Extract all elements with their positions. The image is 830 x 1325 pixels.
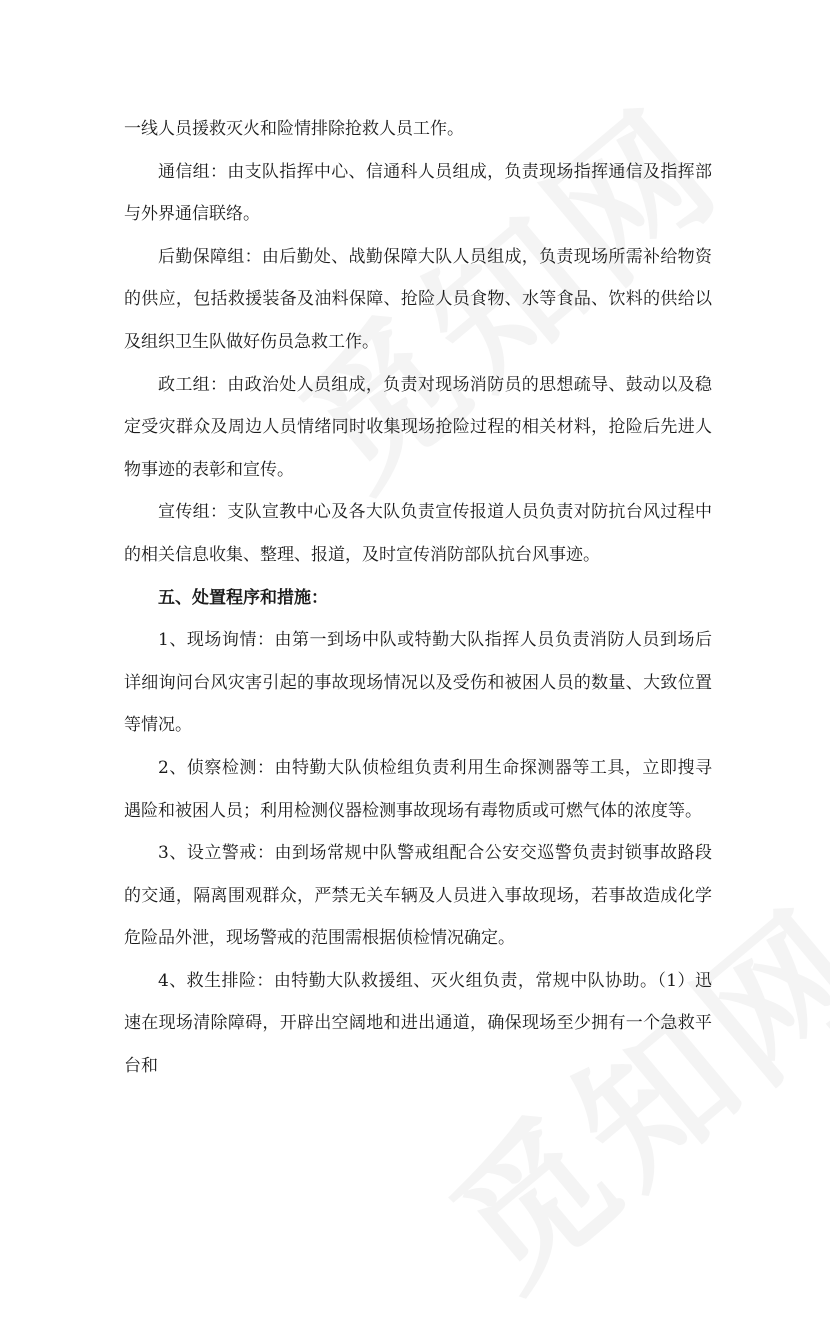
paragraph: 后勤保障组：由后勤处、战勤保障大队人员组成，负责现场所需补给物资的供应，包括救援装备及油料保障、抢险人员食物、水等食品、饮料的供给以及组织卫生队做好伤员急救工作。 <box>124 246 712 352</box>
measure-item: 2、侦察检测：由特勤大队侦检组负责利用生命探测器等工具，立即搜寻遇险和被困人员；利用检测仪器检测事故现场有毒物质或可燃气体的浓度等。 <box>124 757 712 821</box>
paragraph: 通信组：由支队指挥中心、信通科人员组成，负责现场指挥通信及指挥部与外界通信联络。 <box>124 161 712 225</box>
paragraph: 宣传组：支队宣教中心及各大队负责宣传报道人员负责对防抗台风过程中的相关信息收集、整理、报道，及时宣传消防部队抗台风事迹。 <box>124 502 712 565</box>
section-heading: 五、处置程序和措施： <box>158 587 328 608</box>
measure-item: 4、救生排险：由特勤大队救援组、灭火组负责，常规中队协助。（1）迅速在现场清除障碍，开辟出空阔地和进出通道，确保现场至少拥有一个急救平台和 <box>124 970 712 1077</box>
paragraph: 一线人员援救灭火和险情排除抢救人员工作。 <box>124 119 464 139</box>
document-body <box>124 108 712 1088</box>
measure-item: 1、现场询情：由第一到场中队或特勤大队指挥人员负责消防人员到场后详细询问台风灾害引起的事故现场情况以及受伤和被困人员的数量、大致位置等情况。 <box>124 630 712 736</box>
measure-item: 3、设立警戒：由到场常规中队警戒组配合公安交巡警负责封锁事故路段的交通，隔离围观群众，严禁无关车辆及人员进入事故现场，若事故造成化学危险品外泄，现场警戒的范围需根据侦检情况确定。 <box>124 843 712 949</box>
paragraph: 政工组：由政治处人员组成，负责对现场消防员的思想疏导、鼓动以及稳定受灾群众及周边人员情绪同时收集现场抢险过程的相关材料，抢险后先进人物事迹的表彰和宣传。 <box>124 374 712 480</box>
